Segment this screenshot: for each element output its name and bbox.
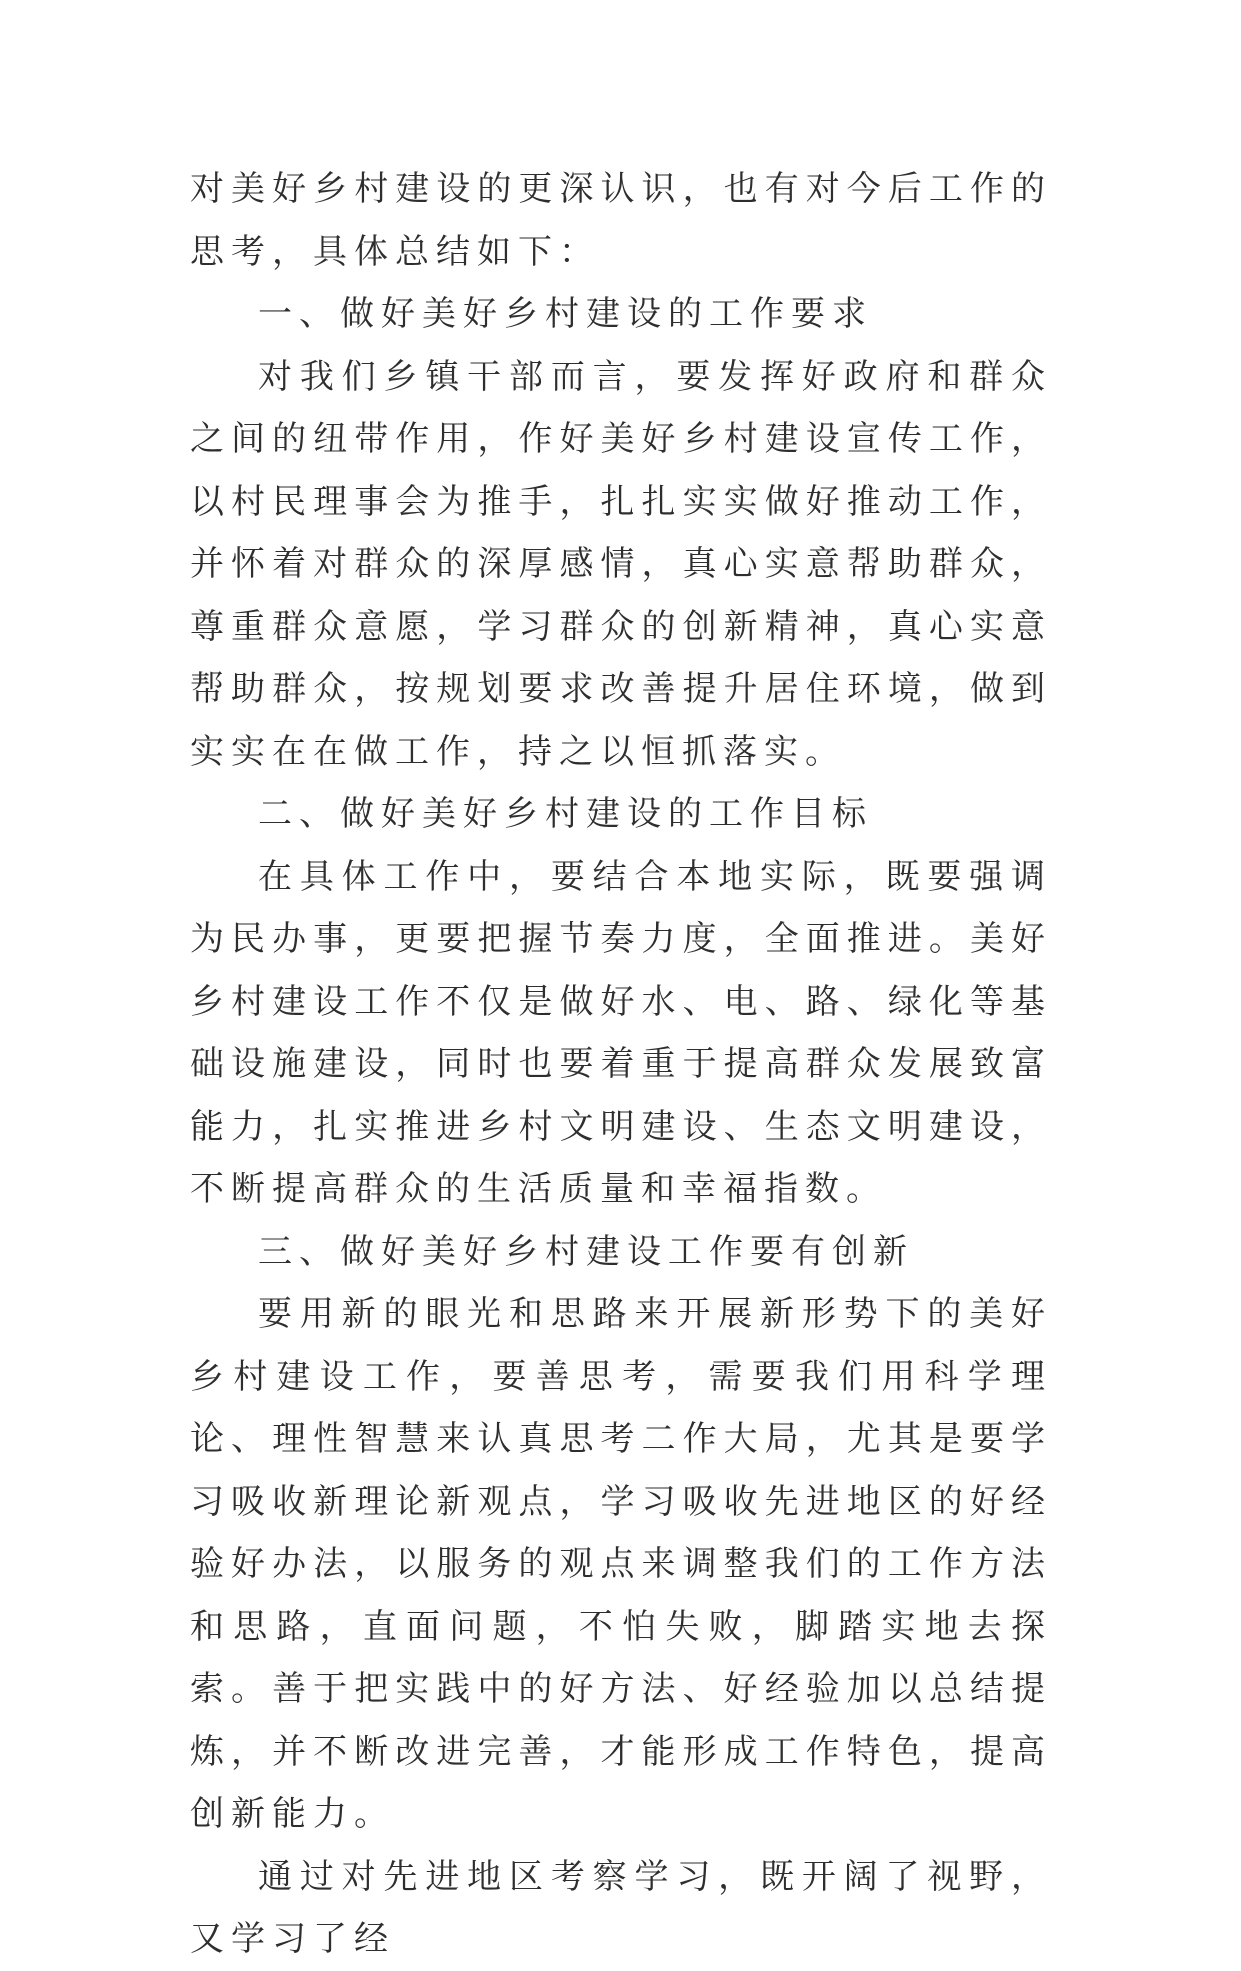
paragraph-conclusion: 通过对先进地区考察学习，既开阔了视野，又学习了经 [190, 1856, 1052, 1959]
paragraph-goals: 在具体工作中，要结合本地实际，既要强调为民办事，更要把握节奏力度，全面推进。美好乡村建设工作不仅是做好水、电、路、绿化等基础设施建设，同时也要着重于提高群众发展致富能力，扎实推进乡村文明建设、生态文明建设，不断提高群众的生活质量和幸福指数。 [190, 856, 1052, 1209]
section-heading-3: 三、做好美好乡村建设工作要有创新 [258, 1231, 914, 1272]
paragraph-innovation: 要用新的眼光和思路来开展新形势下的美好乡村建设工作，要善思考，需要我们用科学理论、理性智慧来认真思考二作大局，尤其是要学习吸收新理论新观点，学习吸收先进地区的好经验好办法，以服务的观点来调整我们的工作方法和思路，直面问题，不怕失败，脚踏实地去探索。善于把实践中的好方法、好经验加以总结提炼，并不断改进完善，才能形成工作特色，提高创新能力。 [190, 1294, 1052, 1834]
paragraph-continuation: 对美好乡村建设的更深认识，也有对今后工作的思考，具体总结如下： [190, 169, 1052, 272]
section-heading-1: 一、做好美好乡村建设的工作要求 [258, 294, 873, 334]
paragraph-requirements: 对我们乡镇干部而言，要发挥好政府和群众之间的纽带作用，作好美好乡村建设宣传工作，以村民理事会为推手，扎扎实实做好推动工作，并怀着对群众的深厚感情，真心实意帮助群众，尊重群众意愿，学习群众的创新精神，真心实意帮助群众，按规划要求改善提升居住环境，做到实实在在做工作，持之以恒抓落实。 [190, 356, 1052, 772]
document-body [190, 158, 1052, 1971]
section-heading-2: 二、做好美好乡村建设的工作目标 [258, 794, 873, 834]
